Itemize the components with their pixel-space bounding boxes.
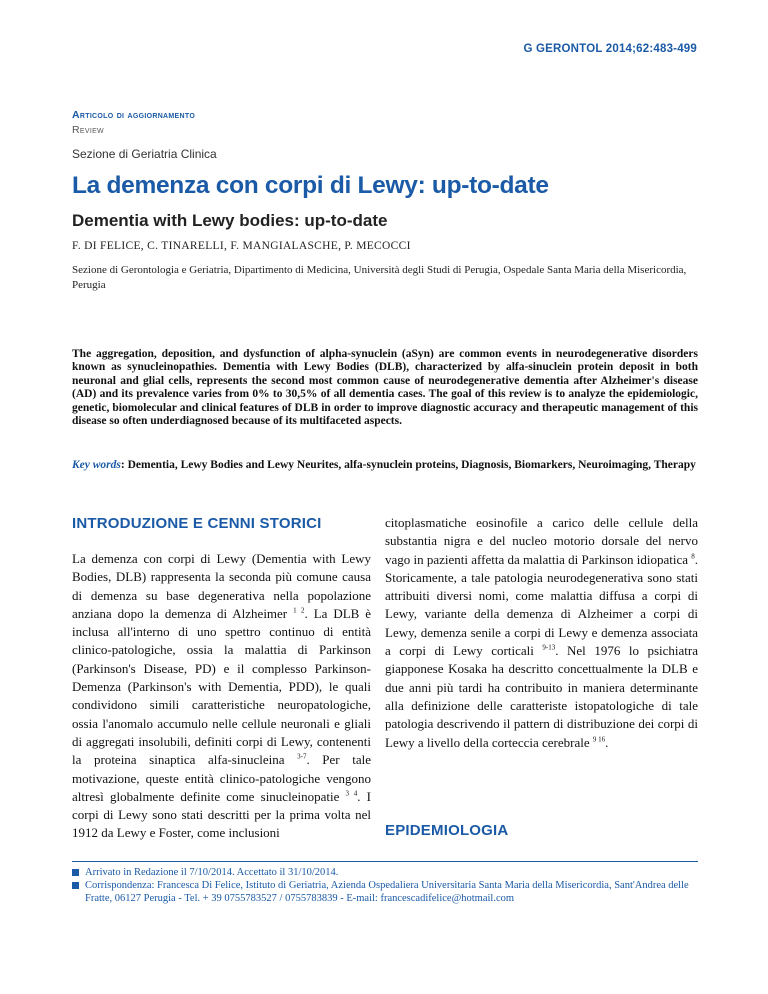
square-bullet-icon [72, 869, 79, 876]
affiliation: Sezione di Gerontologia e Geriatria, Dipartimento di Medicina, Università degli Studi di Perugia, Ospedale Santa Maria della Misericordia, Perugia [72, 264, 687, 291]
footnote-correspondence [72, 879, 698, 905]
square-bullet-icon [72, 882, 79, 889]
body-text: . Storicamente, a tale patologia neurodegenerativa sono stati attribuiti diversi nomi, come malattia diffusa a corpi di Lewy, variante della demenza di Alzheimer a corpi di Lewy, demenza senile a corpi di Lewy e demenza associata a corpi di Lewy corticali [385, 551, 698, 659]
keywords-list: : Dementia, Lewy Bodies and Lewy Neurites, alfa-synuclein proteins, Diagnosis, Biomarkers, Neuroimaging, Therapy [120, 459, 696, 471]
section-heading-introduction: INTRODUZIONE E CENNI STORICI [72, 515, 322, 532]
authors: F. DI FELICE, C. TINARELLI, F. MANGIALASCHE, P. MECOCCI [72, 240, 411, 252]
body-column-left [72, 550, 371, 843]
footnotes [72, 866, 698, 905]
body-text: . [605, 734, 609, 750]
body-text: citoplasmatiche eosinofile a carico delle cellule della substantia nigra e del nucleo motorio dorsale del nervo vago in pazienti affetta da malattia di Parkinson idiopatica [385, 515, 698, 567]
body-text: La demenza con corpi di Lewy (Dementia with Lewy Bodies, DLB) rappresenta la seconda più comune causa di demenza su base degenerativa nella popolazione anziana dopo la demenza di Alzheimer [72, 551, 371, 621]
footnote-received-text: Arrivato in Redazione il 7/10/2014. Accettato il 31/10/2014. [85, 867, 339, 878]
journal-section: Sezione di Geriatria Clinica [72, 147, 217, 161]
article-title: La demenza con corpi di Lewy: up-to-date [72, 172, 549, 199]
footnote-divider [72, 861, 698, 862]
article-type: Articolo di aggiornamento [72, 109, 196, 121]
body-column-right [385, 514, 698, 752]
body-text: . La DLB è inclusa all'interno di uno spettro continuo di entità clinico-patologiche, ossia la malattia di Parkinson (Parkinson's Disease, PD) e il complesso Parkinson-Demenza (Parkinson's with Dementia, PDD), le quali condividono simili caratteristiche neuropatologiche, ossia l'anomalo accumulo nelle cellule neuronali e gliali di aggregati insolubili, definiti corpi di Lewy, contenenti la proteina sinaptica alfa-sinucleina [72, 605, 372, 768]
body-text: . Per tale motivazione, queste entità clinico-patologiche vengono altresì globalmente definite come sinucleinopatie [72, 752, 371, 804]
footnote-correspondence-text: Corrispondenza: Francesca Di Felice, Istituto di Geriatria, Azienda Ospedaliera Universitaria Santa Maria della Misericordia, Sant'Andrea delle Fratte, 06127 Perugia - Tel. + 39 0755783527 / 0755783839 - E-mail: francescadifelice@hotmail.com [85, 880, 689, 904]
article-type-en: Review [72, 124, 104, 136]
citation: 9 16 [592, 735, 606, 744]
citation: 1 2 [293, 606, 305, 615]
citation: 3-7 [297, 752, 307, 761]
keywords [72, 458, 698, 472]
citation: 3 4 [345, 789, 358, 798]
body-text: . I corpi di Lewy sono stati descritti per la prima volta nel 1912 da Lewy e Foster, come inclusioni [72, 788, 372, 841]
keywords-label: Key words [72, 459, 121, 471]
citation: 9-13 [542, 643, 556, 652]
citation: 8 [691, 552, 695, 561]
section-heading-epidemiology: EPIDEMIOLOGIA [385, 822, 509, 839]
article-title-en: Dementia with Lewy bodies: up-to-date [72, 211, 388, 230]
body-text: . Nel 1976 lo psichiatra giapponese Kosaka ha descritto concettualmente la DLB e due anni più tardi ha contribuito in maniera determinante alla definizione delle caratteriste istopatologiche di tale patologia descrivendo il pattern di distribuzione dei corpi di Lewy a livello della corteccia cerebrale [385, 643, 699, 750]
journal-reference: G GERONTOL 2014;62:483-499 [523, 43, 697, 55]
abstract: The aggregation, deposition, and dysfunction of alpha-synuclein (aSyn) are common events in neurodegenerative disorders known as synucleinopathies. Dementia with Lewy Bodies (DLB), characterized by alfa-sinuclein protein deposit in both neuronal and glial cells, represents the second most common cause of neurodegenerative dementia after Alzheimer's disease (AD) and its prevalence varies from 0% to 30,5% of all dementia cases. The goal of this review is to analyze the epidemiologic, genetic, biomolecular and clinical features of DLB in order to improve diagnostic accuracy and therapeutic management of this disease so often underdiagnosed because of its multifaceted aspects. [72, 348, 698, 428]
footnote-received [72, 866, 698, 879]
